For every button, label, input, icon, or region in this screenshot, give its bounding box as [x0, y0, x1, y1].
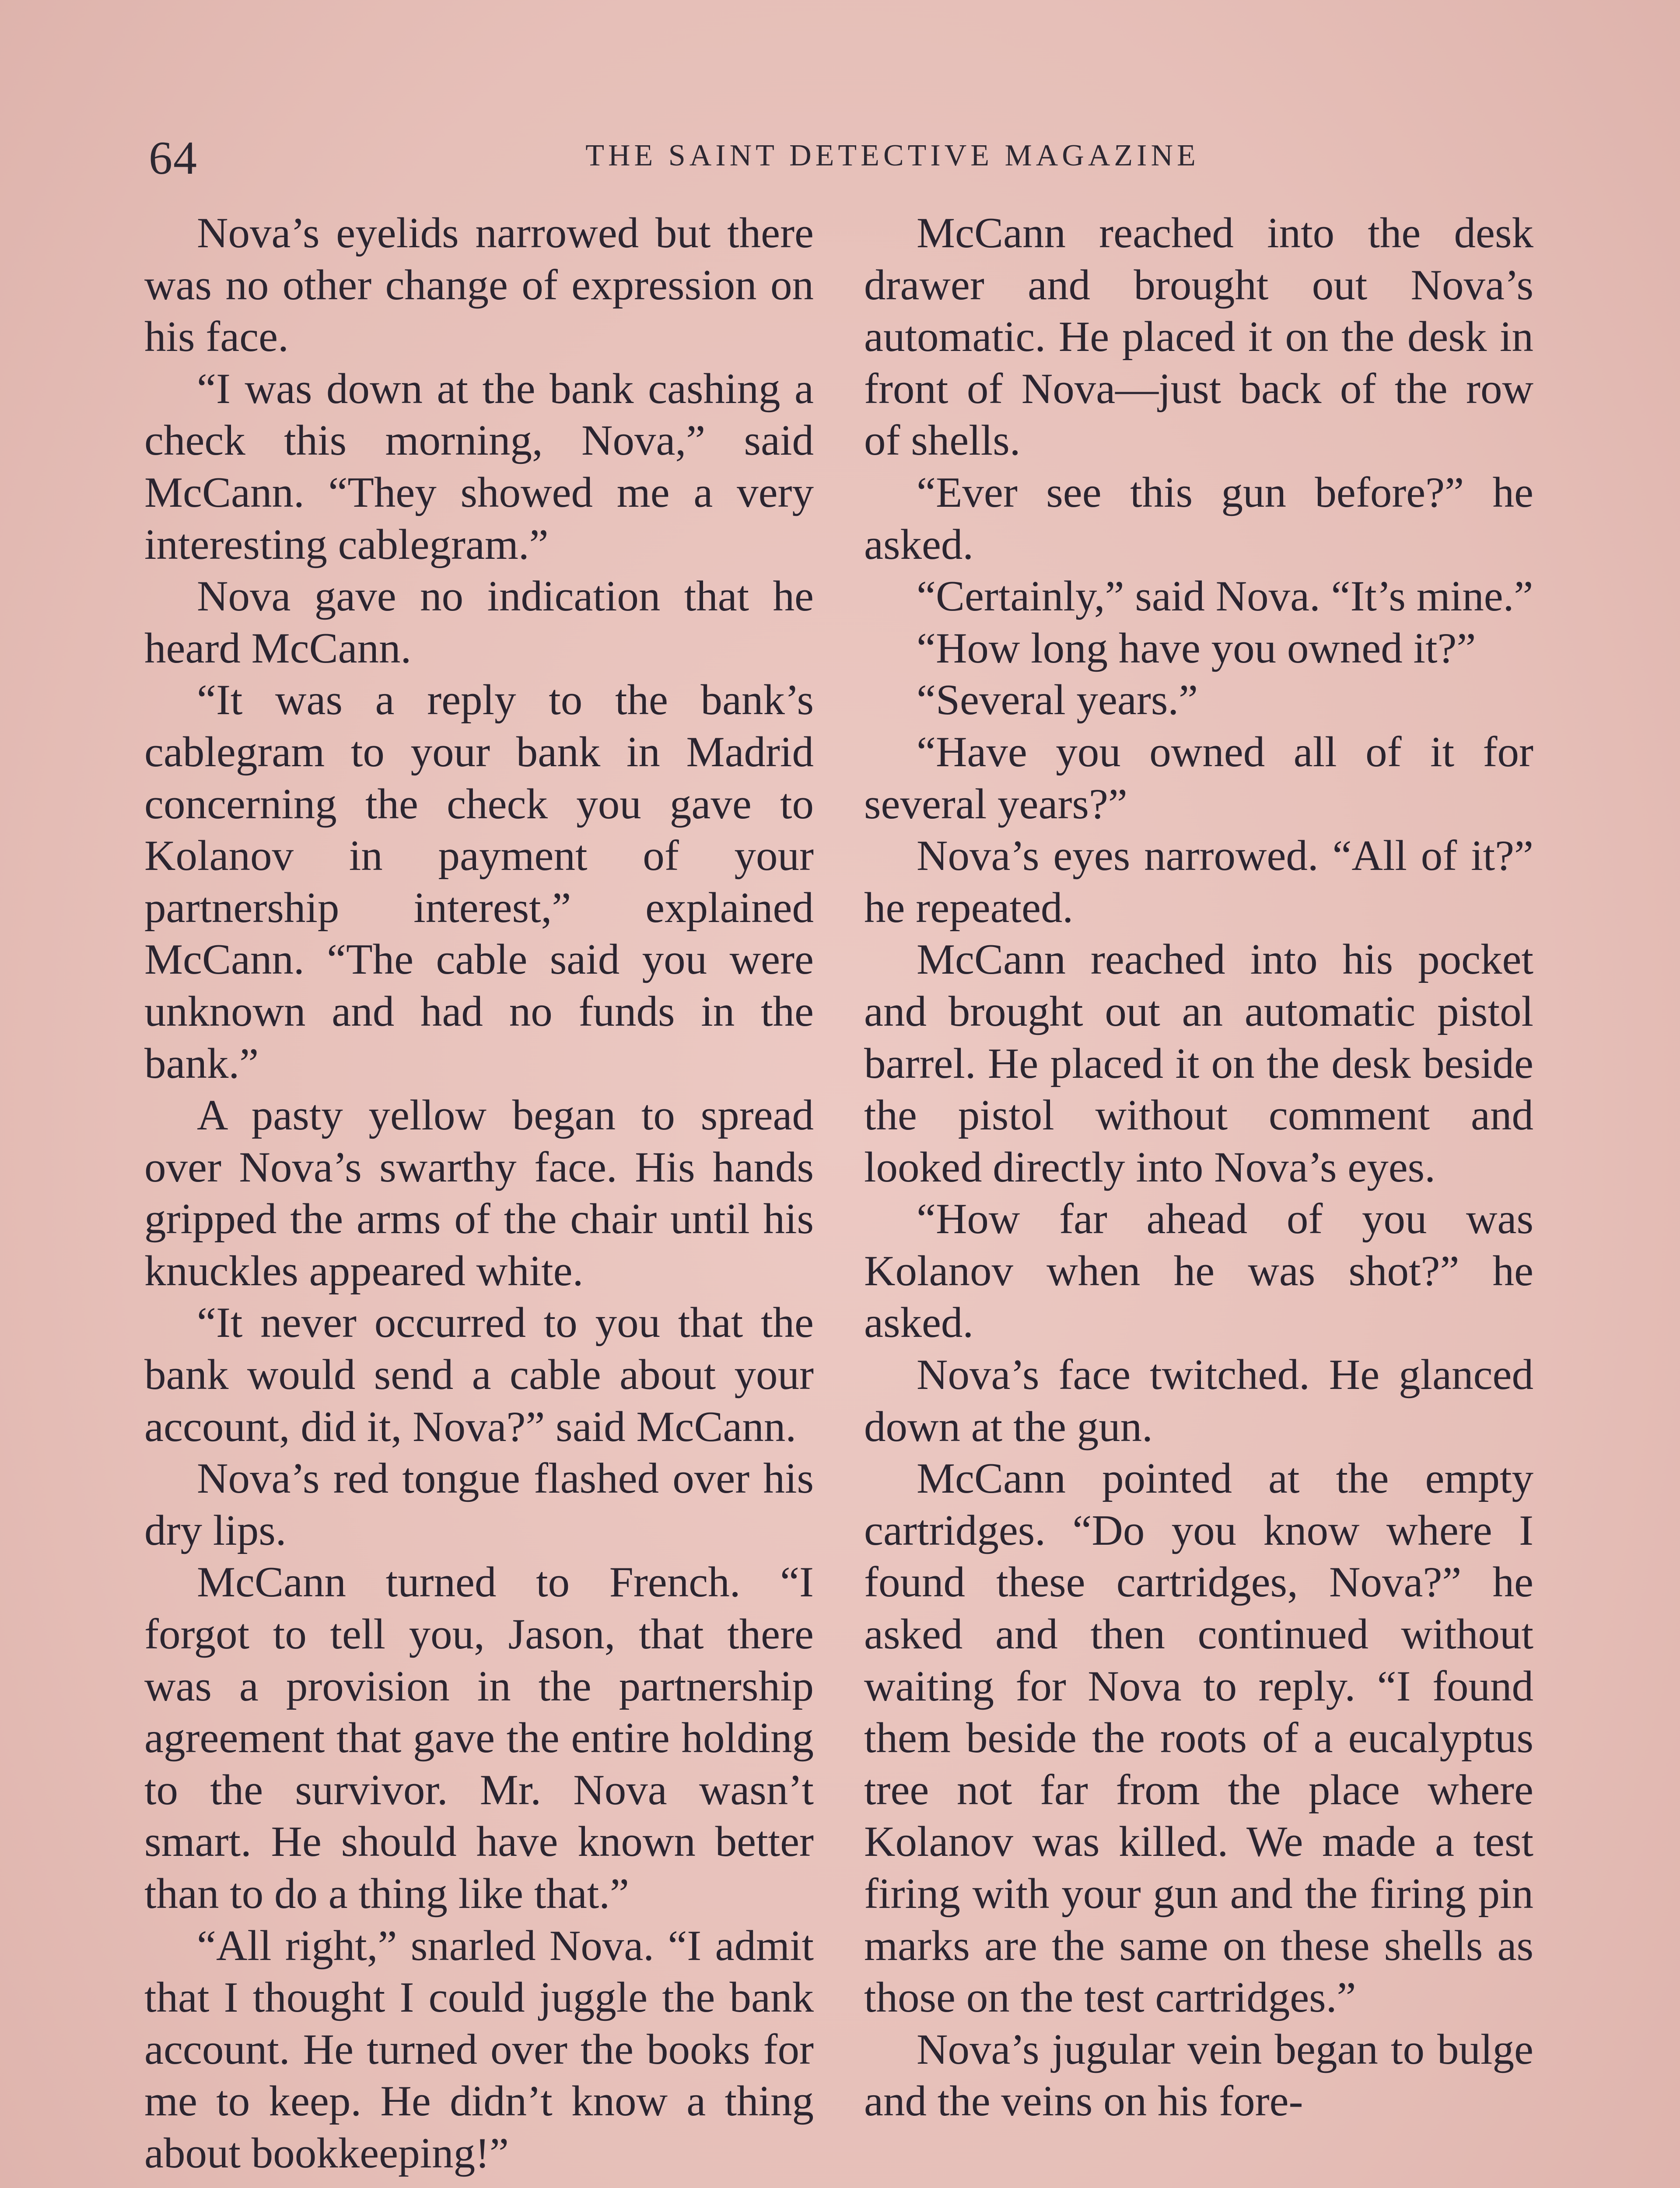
paragraph: McCann reached into the desk drawer and brought out Nova’s automatic. He placed it on the desk in front of Nova—just back of the row of shells.: [864, 209, 1533, 465]
page-header: [149, 131, 1549, 188]
page-number: 64: [149, 132, 198, 184]
paragraph: “Certainly,” said Nova. “It’s mine.”: [917, 572, 1533, 621]
paragraph: McCann turned to French. “I forgot to tell you, Jason, that there was a provision in the partnership agreement that gave the entire holding to the survivor. Mr. Nova wasn’t smart. He should have known better than to do a thing like that.”: [144, 1558, 814, 1918]
paragraph: Nova’s eyelids narrowed but there was no other change of expression on his face.: [144, 209, 814, 361]
paragraph: “It never occurred to you that the bank would send a cable about your account, did it, Nova?” said McCann.: [144, 1299, 814, 1451]
paragraph: “Have you owned all of it for several years?”: [864, 728, 1533, 828]
paragraph: McCann pointed at the empty cartridges. “Do you know where I found these cartridges, Nova?” he asked and then continued without waiting for Nova to reply. “I found them beside the roots of a eucalyptus tree not far from the place where Kolanov was killed. We made a test firing with your gun and the firing pin marks are the same on these shells as those on the test cartridges.”: [864, 1455, 1533, 2022]
paragraph: Nova’s face twitched. He glanced down at the gun.: [864, 1351, 1533, 1451]
paragraph: “How long have you owned it?”: [917, 624, 1476, 672]
paragraph: “How far ahead of you was Kolanov when he was shot?” he asked.: [864, 1195, 1533, 1347]
paragraph: “I was down at the bank cashing a check this morning, Nova,” said McCann. “They showed me a very interesting cablegram.”: [144, 365, 814, 568]
running-head: THE SAINT DETECTIVE MAGAZINE: [585, 139, 1200, 172]
paragraph: “Several years.”: [917, 676, 1198, 724]
paragraph: A pasty yellow began to spread over Nova’s swarthy face. His hands gripped the arms of the chair until his knuckles appeared white.: [144, 1091, 814, 1295]
paragraph: Nova’s red tongue flashed over his dry lips.: [144, 1455, 814, 1554]
paragraph: McCann reached into his pocket and brought out an automatic pistol barrel. He placed it on the desk beside the pistol without comment and looked directly into Nova’s eyes.: [864, 936, 1533, 1191]
paragraph: Nova’s jugular vein began to bulge and the veins on his fore-: [864, 2025, 1533, 2125]
right-column: [864, 207, 1533, 2128]
left-column: [144, 207, 814, 2180]
paragraph: “It was a reply to the bank’s cablegram to your bank in Madrid concerning the check you gave to Kolanov in payment of your partnership interest,” explained McCann. “The cable said you were unknown and had no funds in the bank.”: [144, 676, 814, 1087]
paragraph: “Ever see this gun before?” he asked.: [864, 468, 1533, 568]
paragraph: Nova’s eyes narrowed. “All of it?” he repeated.: [864, 832, 1533, 932]
paragraph: Nova gave no indication that he heard McCann.: [144, 572, 814, 672]
paragraph: “All right,” snarled Nova. “I admit that I thought I could juggle the bank account. He turned over the books for me to keep. He didn’t know a thing about bookkeeping!”: [144, 1922, 814, 2177]
